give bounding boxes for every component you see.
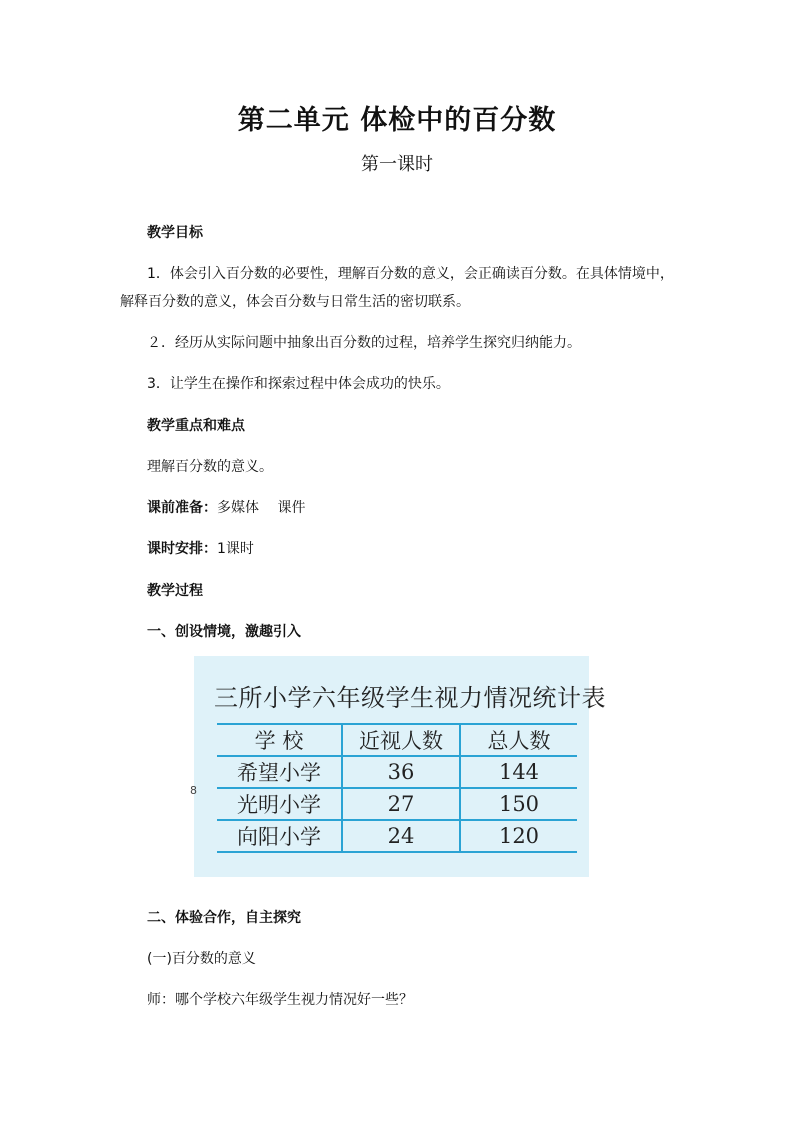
cell-total: 120 bbox=[460, 820, 577, 852]
time-text: 1课时 bbox=[217, 541, 254, 557]
key-points-heading: 教学重点和难点 bbox=[147, 418, 245, 434]
goal-1-line-2: 解释百分数的意义，体会百分数与日常生活的密切联系。 bbox=[120, 294, 470, 310]
prep-line bbox=[147, 498, 305, 518]
page-subtitle: 第一课时 bbox=[361, 154, 433, 175]
section-1-heading: 一、创设情境，激趣引入 bbox=[147, 624, 301, 640]
cell-myopia: 27 bbox=[342, 788, 460, 820]
prep-text: 多媒体 课件 bbox=[217, 500, 306, 516]
table-header-row bbox=[217, 724, 577, 756]
header-myopia-count: 近视人数 bbox=[342, 724, 460, 756]
goal-1-line-1: 1．体会引入百分数的必要性，理解百分数的意义，会正确读百分数。在具体情境中， bbox=[147, 266, 674, 282]
cell-myopia: 36 bbox=[342, 756, 460, 788]
vision-table bbox=[217, 723, 577, 853]
cell-school: 光明小学 bbox=[217, 788, 342, 820]
key-points-text: 理解百分数的意义。 bbox=[147, 459, 273, 475]
table-title: 三所小学六年级学生视力情况统计表 bbox=[214, 684, 606, 712]
table-row bbox=[217, 820, 577, 852]
time-line bbox=[147, 539, 254, 559]
table-row bbox=[217, 788, 577, 820]
goal-2: ２．经历从实际问题中抽象出百分数的过程，培养学生探究归纳能力。 bbox=[147, 335, 581, 351]
header-school: 学 校 bbox=[217, 724, 342, 756]
time-label: 课时安排： bbox=[147, 541, 217, 557]
goals-heading: 教学目标 bbox=[147, 225, 203, 241]
side-mark: 8 bbox=[190, 784, 197, 797]
cell-school: 向阳小学 bbox=[217, 820, 342, 852]
page-title: 第二单元 体检中的百分数 bbox=[237, 105, 557, 136]
cell-total: 144 bbox=[460, 756, 577, 788]
table-row bbox=[217, 756, 577, 788]
cell-myopia: 24 bbox=[342, 820, 460, 852]
header-total-count: 总人数 bbox=[460, 724, 577, 756]
process-heading: 教学过程 bbox=[147, 583, 203, 599]
section-2-heading: 二、体验合作，自主探究 bbox=[147, 910, 301, 926]
subsection-1-heading: (一)百分数的意义 bbox=[147, 951, 256, 967]
cell-school: 希望小学 bbox=[217, 756, 342, 788]
teacher-question: 师：哪个学校六年级学生视力情况好一些？ bbox=[147, 992, 413, 1008]
goal-3: 3．让学生在操作和探索过程中体会成功的快乐。 bbox=[147, 376, 450, 392]
vision-statistics-figure bbox=[194, 656, 606, 877]
prep-label: 课前准备： bbox=[147, 500, 217, 516]
cell-total: 150 bbox=[460, 788, 577, 820]
